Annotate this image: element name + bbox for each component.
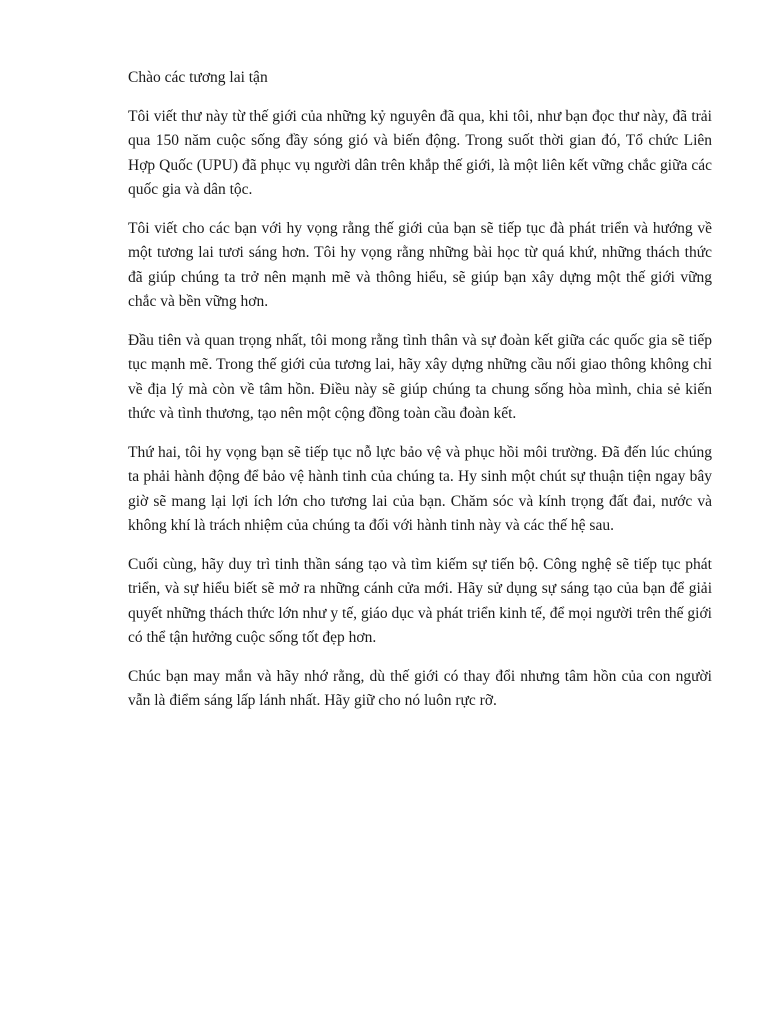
paragraph-4: Thứ hai, tôi hy vọng bạn sẽ tiếp tục nỗ lực bảo vệ và phục hồi môi trường. Đã đến lúc chúng ta phải hành động để bảo vệ hành tinh của chúng ta. Hy sinh một chút sự thuận tiện ngay bây giờ sẽ mang lại lợi ích lớn cho tương lai của bạn. Chăm sóc và kính trọng đất đai, nước và không khí là trách nhiệm của chúng ta đối với hành tinh này và các thế hệ sau. bbox=[128, 443, 712, 534]
paragraph-5: Cuối cùng, hãy duy trì tinh thần sáng tạo và tìm kiếm sự tiến bộ. Công nghệ sẽ tiếp tục phát triển, và sự hiểu biết sẽ mở ra những cánh cửa mới. Hãy sử dụng sự sáng tạo của bạn để giải quyết những thách thức lớn như y tế, giáo dục và phát triển kinh tế, để mọi người trên thế giới có thể tận hưởng cuộc sống tốt đẹp hơn. bbox=[128, 555, 712, 646]
paragraph-6: Chúc bạn may mắn và hãy nhớ rằng, dù thế giới có thay đổi nhưng tâm hồn của con người vẫn là điểm sáng lấp lánh nhất. Hãy giữ cho nó luôn rực rỡ. bbox=[128, 667, 712, 709]
paragraph-3: Đầu tiên và quan trọng nhất, tôi mong rằng tình thân và sự đoàn kết giữa các quốc gia sẽ tiếp tục mạnh mẽ. Trong thế giới của tương lai, hãy xây dựng những cầu nối giao thông không chỉ về địa lý mà còn về tâm hồn. Điều này sẽ giúp chúng ta chung sống hòa mình, chia sẻ kiến thức và tình thương, tạo nên một cộng đồng toàn cầu đoàn kết. bbox=[128, 331, 712, 422]
paragraph-2: Tôi viết cho các bạn với hy vọng rằng thế giới của bạn sẽ tiếp tục đà phát triển và hướng về một tương lai tươi sáng hơn. Tôi hy vọng rằng những bài học từ quá khứ, những thách thức đã giúp chúng ta trở nên mạnh mẽ và thông hiểu, sẽ giúp bạn xây dựng một thế giới vững chắc và bền vững hơn. bbox=[128, 219, 712, 310]
letter-body bbox=[128, 66, 712, 728]
paragraph-1: Tôi viết thư này từ thế giới của những kỷ nguyên đã qua, khi tôi, như bạn đọc thư này, đã trải qua 150 năm cuộc sống đầy sóng gió và biến động. Trong suốt thời gian đó, Tổ chức Liên Hợp Quốc (UPU) đã phục vụ người dân trên khắp thế giới, là một liên kết vững chắc giữa các quốc gia và dân tộc. bbox=[128, 107, 712, 198]
letter-salutation: Chào các tương lai tận bbox=[128, 69, 268, 86]
